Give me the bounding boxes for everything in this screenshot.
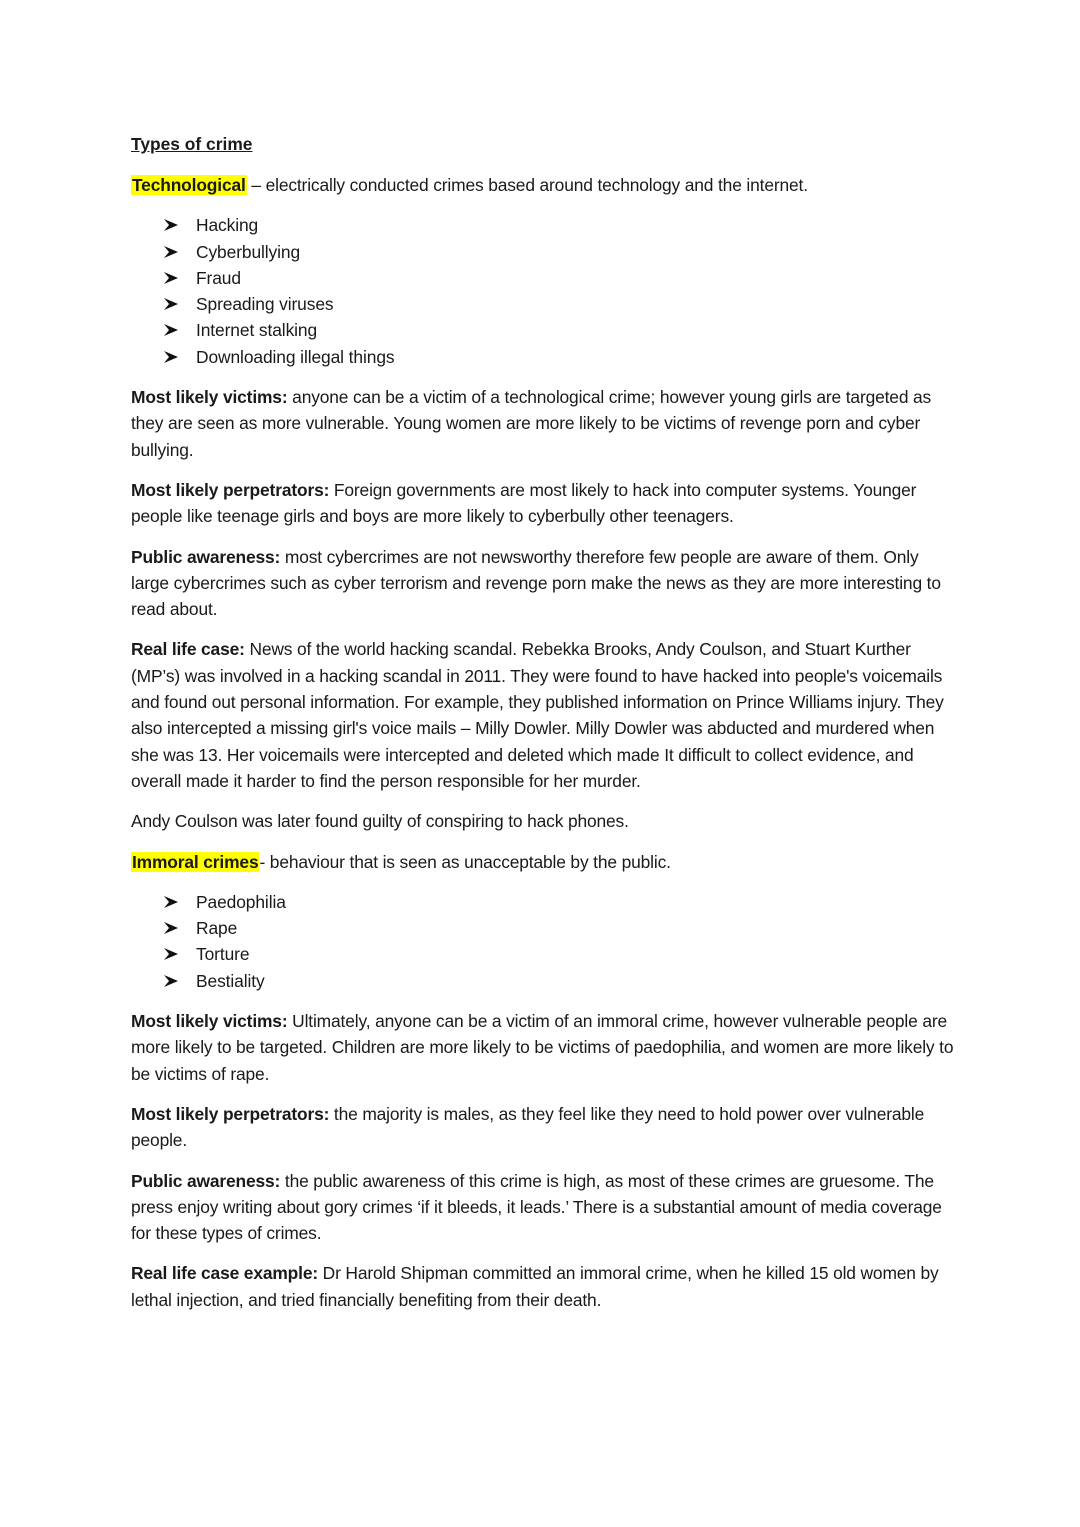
arrow-bullet-icon [164, 324, 178, 336]
immoral-awareness [131, 1168, 961, 1247]
awareness-label: Public awareness: [131, 1170, 281, 1191]
arrow-bullet-icon [164, 272, 178, 284]
definition-text: behaviour that is seen as unacceptable by the public. [269, 851, 671, 872]
victims-text: anyone can be a victim of a technological crime; however young girls are targeted as they are seen as more vulnerable. Young women are more likely to be victims of revenge porn and cyber bullying. [131, 387, 932, 460]
arrow-bullet-icon [164, 351, 178, 363]
arrow-bullet-icon [164, 948, 178, 960]
technological-heading: Technological [132, 175, 246, 195]
list-item: Bestiality [164, 968, 961, 994]
technological-victims [131, 384, 961, 463]
technological-followup: Andy Coulson was later found guilty of conspiring to hack phones. [131, 811, 629, 832]
awareness-text: the public awareness of this crime is high, as most of these crimes are gruesome. The press enjoy writing about gory crimes ‘if it bleeds, it leads.’ There is a substantial amount of media coverage for these types of crimes. [131, 1170, 942, 1244]
list-item: Internet stalking [164, 317, 961, 343]
case-text: Dr Harold Shipman committed an immoral crime, when he killed 15 old women by lethal injection, and tried financially benefiting from their death. [131, 1263, 939, 1310]
list-item: Spreading viruses [164, 291, 961, 317]
awareness-label: Public awareness: [131, 546, 281, 567]
document-page [131, 131, 961, 1327]
perpetrators-label: Most likely perpetrators: [131, 1103, 330, 1124]
arrow-bullet-icon [164, 298, 178, 310]
perpetrators-label: Most likely perpetrators: [131, 479, 330, 500]
victims-text: Ultimately, anyone can be a victim of an immoral crime, however vulnerable people are more likely to be targeted. Children are more likely to be victims of paedophilia, and women are more likely to be victims of rape. [131, 1011, 954, 1084]
arrow-bullet-icon [164, 922, 178, 934]
immoral-examples-list [131, 889, 961, 994]
arrow-bullet-icon [164, 246, 178, 258]
list-item: Fraud [164, 265, 961, 291]
case-text: News of the world hacking scandal. Rebekka Brooks, Andy Coulson, and Stuart Kurther (MP’s) was involved in a hacking scandal in 2011. They were found to have hacked into people's voicemails and found out personal information. For example, they published information on Prince Williams injury. They also intercepted a missing girl's voice mails – Milly Dowler. Milly Dowler was abducted and murdered when she was 13. Her voicemails were intercepted and deleted which made It difficult to collect evidence, and overall made it harder to find the person responsible for her murder. [131, 639, 944, 791]
perpetrators-text: Foreign governments are most likely to hack into computer systems. Younger people like teenage girls and boys are more likely to cyberbully other teenagers. [131, 479, 917, 527]
immoral-case [131, 1260, 961, 1313]
awareness-text: most cybercrimes are not newsworthy therefore few people are aware of them. Only large cybercrimes such as cyber terrorism and revenge porn make the news as they are more interesting to read about. [131, 546, 941, 620]
technological-case [131, 636, 961, 794]
separator: - [259, 851, 270, 872]
list-item: Paedophilia [164, 889, 961, 915]
case-label: Real life case example: [131, 1263, 318, 1284]
immoral-perpetrators [131, 1101, 961, 1154]
immoral-victims [131, 1008, 961, 1087]
technological-definition [131, 172, 961, 198]
case-label: Real life case: [131, 639, 245, 660]
victims-label: Most likely victims: [131, 387, 288, 408]
definition-text: electrically conducted crimes based around technology and the internet. [265, 175, 808, 195]
document-title: Types of crime [131, 134, 253, 154]
list-item: Rape [164, 915, 961, 941]
separator: – [246, 175, 266, 195]
immoral-definition [131, 849, 961, 875]
technological-awareness [131, 544, 961, 623]
list-item: Torture [164, 941, 961, 967]
immoral-heading: Immoral crimes [132, 851, 259, 872]
list-item: Cyberbullying [164, 239, 961, 265]
technological-perpetrators [131, 477, 961, 530]
arrow-bullet-icon [164, 975, 178, 987]
perpetrators-text: the majority is males, as they feel like they need to hold power over vulnerable people. [131, 1103, 925, 1151]
list-item: Downloading illegal things [164, 344, 961, 370]
arrow-bullet-icon [164, 219, 178, 231]
list-item: Hacking [164, 212, 961, 238]
technological-examples-list [131, 212, 961, 370]
victims-label: Most likely victims: [131, 1011, 288, 1032]
arrow-bullet-icon [164, 896, 178, 908]
